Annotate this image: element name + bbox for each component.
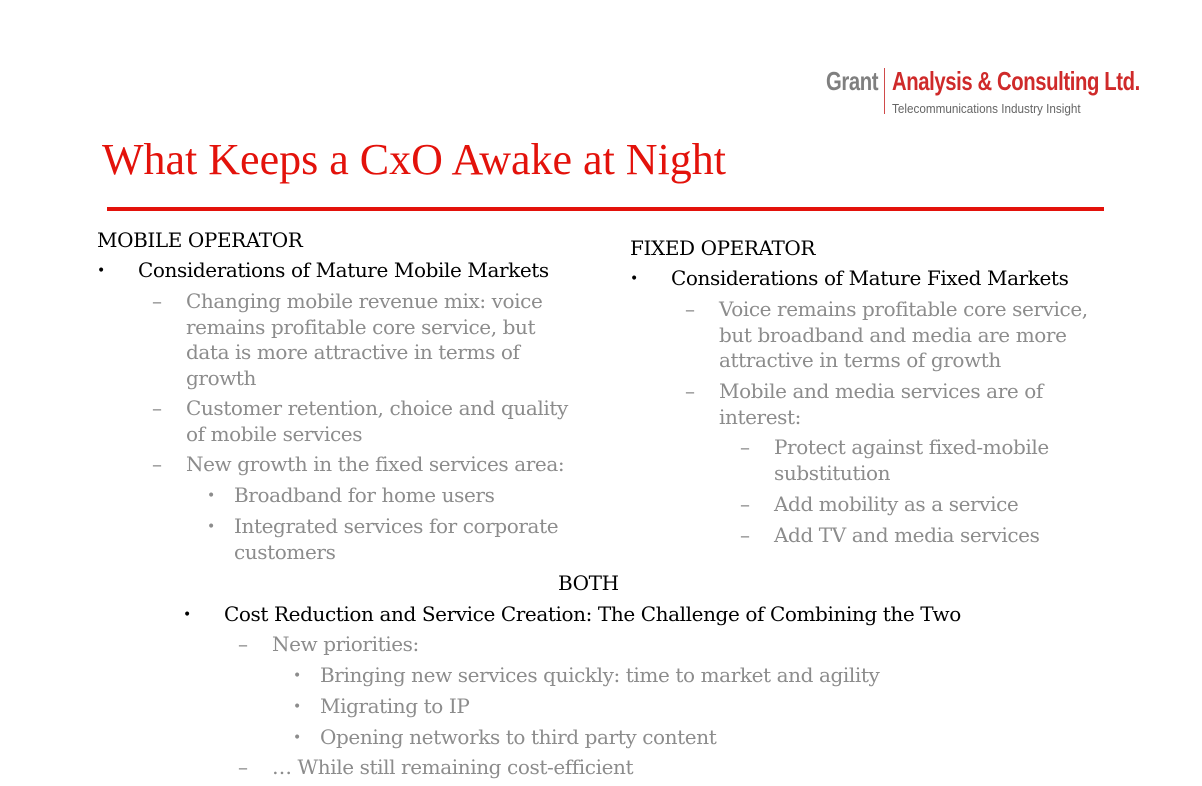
- fixed-item-2-dash: –: [685, 379, 695, 403]
- fixed-item-1-dash: –: [685, 297, 695, 321]
- logo-grant: Grant: [826, 66, 879, 96]
- fixed-subitem-1: [774, 435, 1049, 486]
- fixed-subitem-1-dash: –: [740, 435, 750, 459]
- mobile-item-1-line: data is more attractive in terms of: [186, 340, 520, 364]
- mobile-item-2: [186, 396, 568, 447]
- mobile-item-1-line: remains profitable core service, but: [186, 314, 536, 339]
- mobile-subitem-2: [234, 514, 558, 565]
- fixed-subitem-1-line: substitution: [774, 460, 891, 485]
- slide-title: What Keeps a CxO Awake at Night: [102, 135, 727, 184]
- mobile-subitem-2-line: customers: [234, 539, 336, 564]
- fixed-subitem-3: Add TV and media services: [774, 523, 1040, 547]
- fixed-item-1: [719, 297, 1088, 374]
- both-subitem-1: Bringing new services quickly: time to market and agility: [320, 663, 880, 687]
- mobile-item-2-line: Customer retention, choice and quality: [186, 396, 568, 420]
- mobile-subitem-2-line: Integrated services for corporate: [234, 514, 559, 538]
- mobile-item-3: New growth in the fixed services area:: [186, 452, 565, 476]
- logo-tagline: Telecommunications Industry Insight: [892, 101, 1081, 116]
- mobile-item-1-line: growth: [186, 365, 257, 390]
- fixed-item-1-line: Voice remains profitable core service,: [719, 297, 1088, 321]
- mobile-item-1-dash: –: [152, 289, 162, 313]
- fixed-item-2: [719, 379, 1043, 430]
- both-item-1-dash: –: [238, 632, 248, 656]
- both-bullet: Cost Reduction and Service Creation: The Challenge of Combining the Two: [224, 602, 961, 626]
- fixed-item-2-line: interest:: [719, 404, 801, 429]
- mobile-item-2-dash: –: [152, 396, 162, 420]
- mobile-item-1-line: Changing mobile revenue mix: voice: [186, 289, 543, 313]
- both-subitem-2-bullet: •: [293, 699, 302, 715]
- both-bullet-marker: •: [183, 607, 192, 623]
- both-subitem-2: Migrating to IP: [320, 694, 470, 718]
- fixed-heading: FIXED OPERATOR: [630, 236, 816, 260]
- fixed-bullet: Considerations of Mature Fixed Markets: [671, 266, 1069, 290]
- logo-divider: [884, 68, 885, 114]
- mobile-item-1: [186, 289, 542, 391]
- both-subitem-1-bullet: •: [293, 668, 302, 684]
- fixed-subitem-2: Add mobility as a service: [774, 492, 1019, 516]
- fixed-item-2-line: Mobile and media services are of: [719, 379, 1043, 403]
- title-underline: [107, 207, 1104, 211]
- logo-company-name: Analysis & Consulting Ltd.: [892, 66, 1140, 96]
- both-subitem-3-bullet: •: [293, 730, 302, 746]
- both-item-1: New priorities:: [272, 632, 419, 656]
- mobile-bullet: Considerations of Mature Mobile Markets: [138, 258, 549, 282]
- fixed-item-1-line: attractive in terms of growth: [719, 348, 1001, 372]
- mobile-bullet-marker: •: [97, 263, 106, 279]
- mobile-item-2-line: of mobile services: [186, 421, 363, 446]
- fixed-subitem-1-line: Protect against fixed-mobile: [774, 435, 1049, 459]
- fixed-bullet-marker: •: [630, 271, 639, 287]
- fixed-subitem-3-dash: –: [740, 523, 750, 547]
- mobile-heading: MOBILE OPERATOR: [97, 228, 303, 252]
- both-heading: BOTH: [558, 571, 619, 595]
- both-item-2: … While still remaining cost-efficient: [272, 755, 634, 779]
- fixed-item-1-line: but broadband and media are more: [719, 322, 1067, 347]
- both-subitem-3: Opening networks to third party content: [320, 725, 717, 749]
- fixed-subitem-2-dash: –: [740, 492, 750, 516]
- mobile-item-3-dash: –: [152, 452, 162, 476]
- mobile-subitem-2-bullet: •: [207, 519, 216, 535]
- company-logo: [824, 64, 1144, 124]
- both-item-2-dash: –: [238, 755, 248, 779]
- mobile-subitem-1-bullet: •: [207, 488, 216, 504]
- mobile-subitem-1: Broadband for home users: [234, 483, 495, 507]
